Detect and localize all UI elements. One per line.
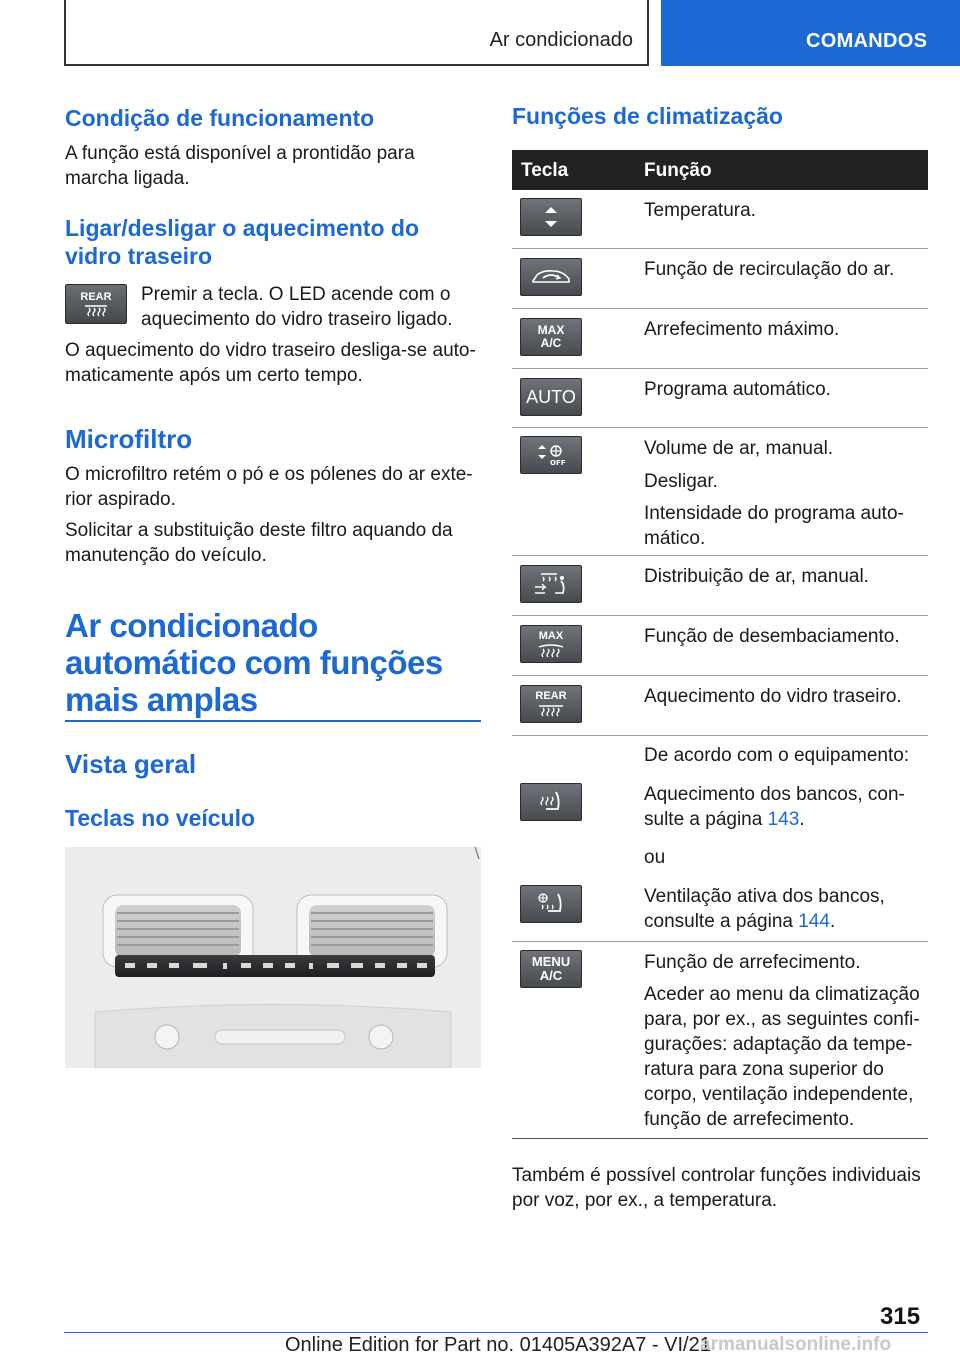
paragraph-rear-press: Premir a tecla. O LED acende com o aquecimento do vidro traseiro ligado. (141, 284, 453, 330)
heading-overview: Vista geral (65, 749, 197, 779)
column-header-function: Função (644, 160, 712, 181)
watermark-logo: armanualsonline.info (700, 1334, 892, 1355)
key-label-line1: MAX (538, 629, 564, 642)
row-divider (512, 427, 928, 428)
function-auto-intensity: Intensidade do programa auto-mático. (644, 503, 904, 549)
chapter-tab[interactable] (661, 0, 960, 66)
heading-rule (65, 720, 481, 722)
function-max-cooling: Arrefecimento máximo. (644, 319, 840, 340)
function-temperature: Temperatura. (644, 200, 756, 221)
function-rear-window-heating: Aquecimento do vidro traseiro. (644, 686, 902, 707)
key-label-line1: AUTO (526, 386, 576, 407)
function-cooling: Função de arrefecimento. (644, 952, 861, 973)
footer-rule (64, 1332, 928, 1333)
heading-main-title: Ar condicionado automático com funções mais amplas (65, 607, 443, 718)
rear-key-label: REAR (80, 290, 112, 303)
recirculation-icon (520, 258, 582, 296)
text-or: ou (644, 847, 666, 868)
row-divider (512, 941, 928, 942)
header-section-box (64, 0, 649, 66)
paragraph-rear-auto-off: O aquecimento do vidro traseiro desliga-se auto-maticamente após um certo tempo. (65, 340, 476, 386)
row-divider (512, 248, 928, 249)
function-air-distribution: Distribuição de ar, manual. (644, 566, 869, 587)
function-off: Desligar. (644, 471, 718, 492)
row-divider (512, 555, 928, 556)
seat-ventilation-icon (520, 885, 582, 923)
period: . (829, 911, 836, 932)
menu-ac-icon (520, 950, 582, 988)
key-label-line2: A/C (540, 336, 562, 350)
seat-heating-text: Aquecimento dos bancos, con-sulte a página (644, 784, 905, 830)
link-page-144[interactable]: 144 (798, 911, 830, 932)
key-label-line2: A/C (539, 968, 563, 983)
heat-waves-icon (83, 303, 109, 317)
max-defrost-icon (520, 625, 582, 663)
function-air-volume: Volume de ar, manual. (644, 438, 834, 459)
chapter-title: COMANDOS (806, 30, 928, 52)
paragraph-microfilter-1: O microfiltro retém o pó e os pólenes do ar exte-rior aspirado. (65, 464, 473, 510)
heading-keys-in-vehicle: Teclas no veículo (65, 805, 256, 831)
section-title: Ar condicionado (489, 29, 633, 51)
row-divider (512, 308, 928, 309)
climate-panel-photo (65, 847, 481, 1068)
period: . (799, 809, 805, 830)
rear-defrost-icon (520, 685, 582, 723)
rear-defrost-key-icon (65, 284, 127, 324)
key-label-line1: REAR (535, 689, 567, 702)
voice-control-note: Também é possível controlar funções individuais por voz, por ex., a temperatura. (512, 1165, 921, 1211)
function-seat-ventilation (644, 884, 928, 934)
column-header-key: Tecla (521, 160, 569, 181)
svg-text:OFF: OFF (550, 459, 566, 467)
seat-heating-icon (520, 783, 582, 821)
fan-off-icon (520, 436, 582, 474)
key-label-line1: MAX (537, 323, 565, 337)
row-divider (512, 675, 928, 676)
seat-vent-text: Ventilação ativa dos bancos, consulte a página (644, 886, 885, 932)
row-divider (512, 735, 928, 736)
edition-text: Online Edition for Part no. 01405A392A7 - VI/21 (285, 1334, 711, 1356)
table-bottom-rule (512, 1138, 928, 1139)
temperature-arrows-icon (520, 198, 582, 236)
function-seat-heating (644, 782, 928, 832)
heading-operating-condition: Condição de funcionamento (65, 105, 375, 131)
max-ac-icon (520, 318, 582, 356)
function-climate-menu: Aceder ao menu da climatização para, por ex., as seguintes confi-gurações: adaptação da tempe-ratura para zona superior do corpo, ventilação independente, função de arrefecimento. (644, 984, 920, 1130)
page-number: 315 (880, 1303, 921, 1330)
function-defog: Função de desembaciamento. (644, 626, 900, 647)
climate-control-illustration (65, 847, 481, 1068)
auto-icon (520, 378, 582, 416)
table-header (512, 150, 928, 190)
heading-microfilter: Microfiltro (65, 424, 193, 454)
link-page-143[interactable]: 143 (767, 809, 800, 830)
air-distribution-icon (520, 565, 582, 603)
row-divider (512, 615, 928, 616)
row-divider (512, 368, 928, 369)
paragraph-operating-condition: A função está disponível a prontidão para marcha ligada. (65, 143, 415, 189)
key-label-line1: MENU (531, 954, 571, 969)
heading-rear-window-heating: Ligar/desligar o aquecimento do vidro traseiro (65, 215, 420, 269)
table-section-title: Funções de climatização (512, 103, 783, 129)
paragraph-microfilter-2: Solicitar a substituição deste filtro aquando da manutenção do veículo. (65, 520, 453, 566)
function-automatic: Programa automático. (644, 379, 831, 400)
function-recirculation: Função de recirculação do ar. (644, 259, 895, 280)
text-depending-equipment: De acordo com o equipamento: (644, 745, 910, 766)
